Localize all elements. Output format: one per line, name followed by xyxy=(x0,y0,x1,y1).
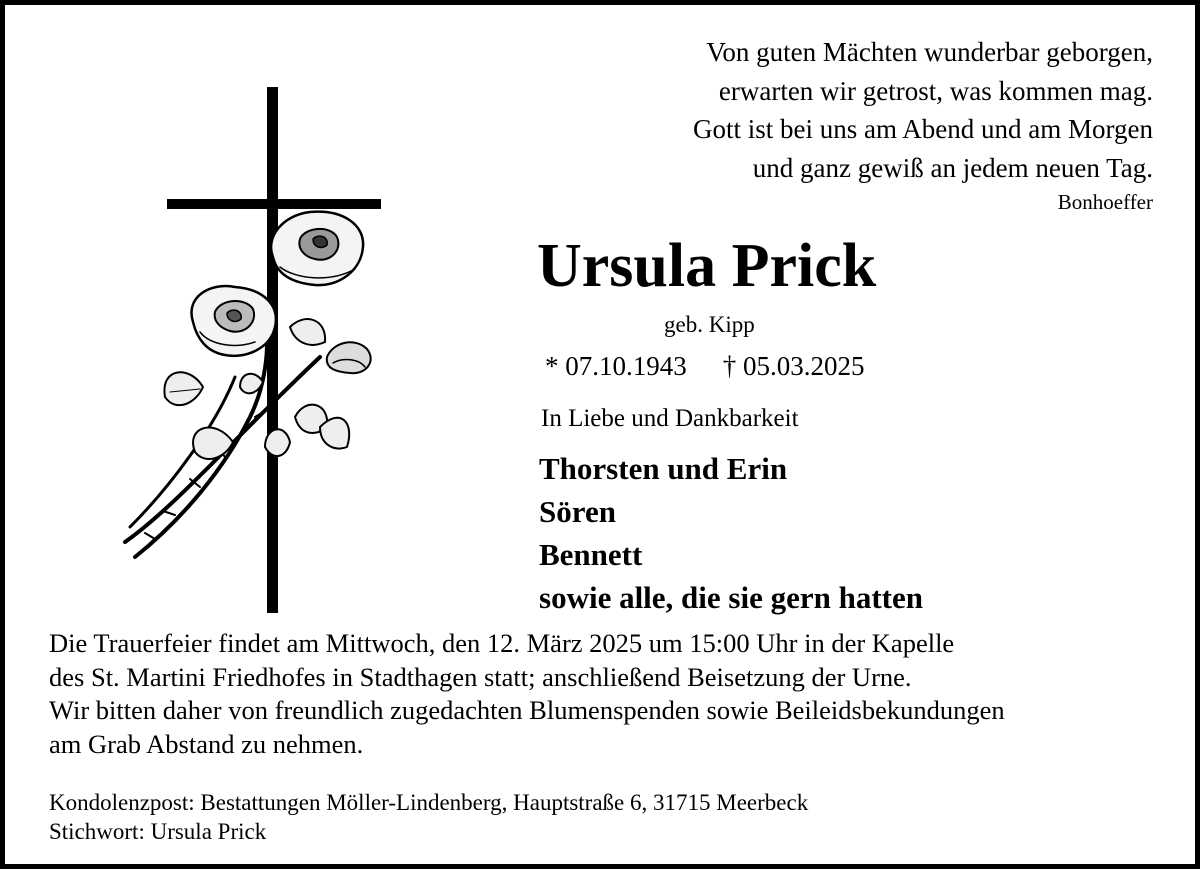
death-date: † 05.03.2025 xyxy=(722,351,865,381)
funeral-notice xyxy=(49,627,1005,761)
quote-line: erwarten wir getrost, was kommen mag. xyxy=(718,75,1153,106)
mourner-name: Sören xyxy=(539,494,616,529)
mourners-intro: In Liebe und Dankbarkeit xyxy=(541,405,799,432)
quote-line: Gott ist bei uns am Abend und am Morgen xyxy=(693,114,1153,144)
life-dates xyxy=(545,350,865,382)
mourners-list xyxy=(539,447,923,619)
deceased-name: Ursula Prick xyxy=(537,232,877,300)
condolence-keyword: Stichwort: Ursula Prick xyxy=(49,819,267,844)
notice-line: Wir bitten daher von freundlich zugedachten Blumenspenden sowie Beileidsbekundungen xyxy=(49,695,1005,725)
quote-line: Von guten Mächten wunderbar geborgen, xyxy=(706,37,1153,67)
bonhoeffer-quote xyxy=(693,33,1153,217)
condolence-contact xyxy=(49,788,808,846)
quote-line: und ganz gewiß an jedem neuen Tag. xyxy=(752,152,1153,183)
notice-line: des St. Martini Friedhofes in Stadthagen statt; anschließend Beisetzung der Urne. xyxy=(49,661,912,692)
mourner-name: sowie alle, die sie gern hatten xyxy=(539,580,924,615)
mourner-name: Thorsten und Erin xyxy=(539,451,788,486)
roses-icon xyxy=(125,212,371,557)
quote-author: Bonhoeffer xyxy=(1057,190,1153,214)
notice-line: Die Trauerfeier findet am Mittwoch, den 12. März 2025 um 15:00 Uhr in der Kapelle xyxy=(49,628,955,658)
cross-with-roses xyxy=(115,87,395,615)
mourner-name: Bennett xyxy=(539,537,643,572)
birth-date: * 07.10.1943 xyxy=(545,351,687,381)
condolence-address: Kondolenzpost: Bestattungen Möller-Lindenberg, Hauptstraße 6, 31715 Meerbeck xyxy=(49,790,809,815)
maiden-name: geb. Kipp xyxy=(664,312,755,337)
notice-line: am Grab Abstand zu nehmen. xyxy=(49,728,364,759)
